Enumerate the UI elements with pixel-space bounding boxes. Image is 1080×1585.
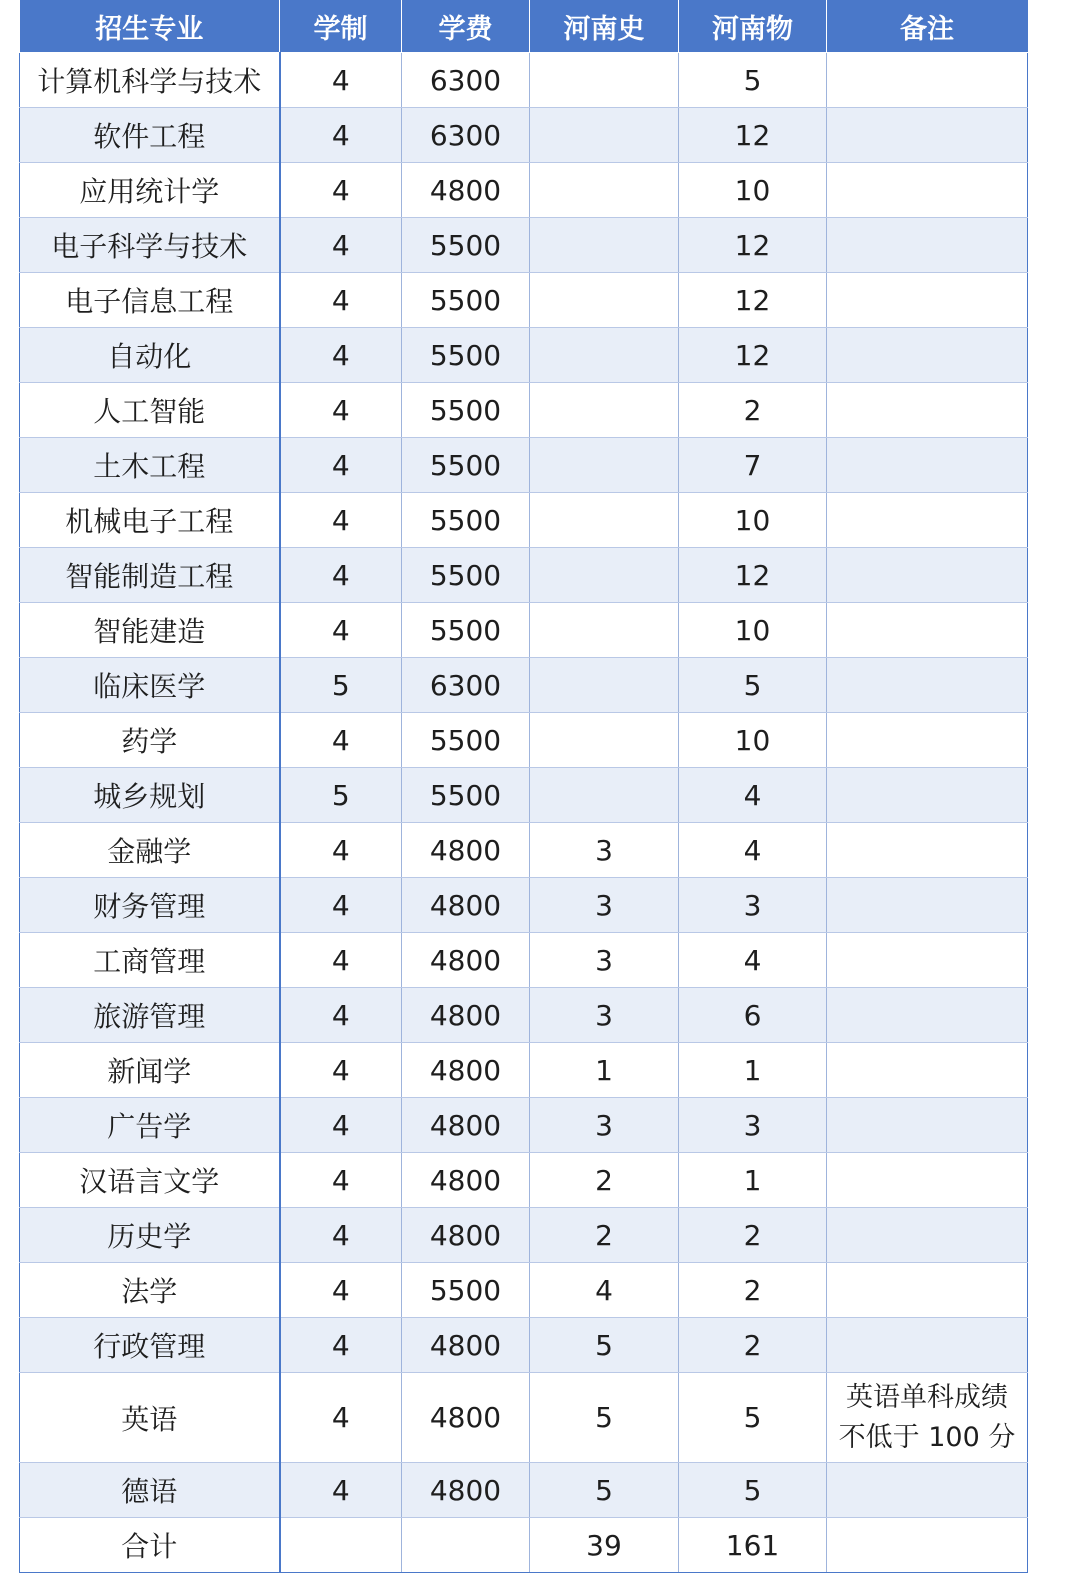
note-cell (827, 1098, 1028, 1153)
total-note-cell (827, 1518, 1028, 1573)
note-cell (827, 383, 1028, 438)
fee-cell: 4800 (402, 1043, 530, 1098)
years-cell: 4 (280, 823, 402, 878)
henan-physics-cell: 10 (679, 493, 827, 548)
note-cell (827, 1463, 1028, 1518)
header-henan-history: 河南史 (530, 0, 679, 53)
table-row (20, 548, 1028, 603)
henan-history-cell (530, 438, 679, 493)
henan-history-cell: 3 (530, 878, 679, 933)
note-cell (827, 658, 1028, 713)
henan-history-cell: 2 (530, 1208, 679, 1263)
major-cell: 汉语言文学 (20, 1153, 280, 1208)
fee-cell: 4800 (402, 878, 530, 933)
table-row (20, 218, 1028, 273)
note-cell (827, 1373, 1028, 1463)
years-cell: 4 (280, 383, 402, 438)
years-cell: 4 (280, 988, 402, 1043)
note-cell (827, 53, 1028, 108)
henan-history-cell (530, 603, 679, 658)
total-henan-history-cell: 39 (530, 1518, 679, 1573)
note-cell (827, 1263, 1028, 1318)
table-row (20, 768, 1028, 823)
major-cell: 智能建造 (20, 603, 280, 658)
fee-cell: 5500 (402, 218, 530, 273)
header-note: 备注 (827, 0, 1028, 53)
henan-physics-cell: 12 (679, 548, 827, 603)
henan-physics-cell: 5 (679, 53, 827, 108)
header-henan-physics: 河南物 (679, 0, 827, 53)
years-cell: 4 (280, 1318, 402, 1373)
major-cell: 英语 (20, 1373, 280, 1463)
fee-cell: 6300 (402, 108, 530, 163)
fee-cell: 4800 (402, 933, 530, 988)
total-row (20, 1518, 1028, 1573)
henan-history-cell: 1 (530, 1043, 679, 1098)
years-cell: 4 (280, 218, 402, 273)
table-row (20, 988, 1028, 1043)
total-henan-physics-cell: 161 (679, 1518, 827, 1573)
henan-physics-cell: 12 (679, 328, 827, 383)
total-fee-cell (402, 1518, 530, 1573)
henan-physics-cell: 6 (679, 988, 827, 1043)
fee-cell: 4800 (402, 1098, 530, 1153)
major-cell: 德语 (20, 1463, 280, 1518)
table-row (20, 163, 1028, 218)
henan-physics-cell: 10 (679, 713, 827, 768)
fee-cell: 5500 (402, 383, 530, 438)
major-cell: 电子信息工程 (20, 273, 280, 328)
table-row (20, 878, 1028, 933)
fee-cell: 4800 (402, 1318, 530, 1373)
henan-history-cell (530, 273, 679, 328)
years-cell: 4 (280, 1263, 402, 1318)
henan-history-cell (530, 548, 679, 603)
years-cell: 4 (280, 493, 402, 548)
note-cell (827, 1043, 1028, 1098)
table-row (20, 493, 1028, 548)
fee-cell: 4800 (402, 1373, 530, 1463)
years-cell: 4 (280, 1043, 402, 1098)
fee-cell: 5500 (402, 438, 530, 493)
table-row (20, 1043, 1028, 1098)
henan-history-cell: 3 (530, 1098, 679, 1153)
henan-physics-cell: 3 (679, 878, 827, 933)
major-cell: 历史学 (20, 1208, 280, 1263)
henan-physics-cell: 12 (679, 273, 827, 328)
henan-history-cell (530, 713, 679, 768)
henan-history-cell (530, 53, 679, 108)
note-cell (827, 108, 1028, 163)
table-row (20, 713, 1028, 768)
henan-physics-cell: 4 (679, 768, 827, 823)
enrollment-table-container (19, 0, 1027, 1573)
table-row (20, 53, 1028, 108)
major-cell: 新闻学 (20, 1043, 280, 1098)
note-line: 不低于 100 分 (838, 1421, 1016, 1453)
henan-history-cell: 3 (530, 933, 679, 988)
fee-cell: 5500 (402, 1263, 530, 1318)
henan-physics-cell: 1 (679, 1043, 827, 1098)
fee-cell: 4800 (402, 823, 530, 878)
table-body (20, 53, 1028, 1573)
fee-cell: 4800 (402, 1153, 530, 1208)
header-row (20, 0, 1028, 53)
table-row (20, 328, 1028, 383)
henan-physics-cell: 4 (679, 823, 827, 878)
years-cell: 4 (280, 1373, 402, 1463)
major-cell: 金融学 (20, 823, 280, 878)
years-cell: 4 (280, 603, 402, 658)
henan-physics-cell: 12 (679, 108, 827, 163)
fee-cell: 5500 (402, 273, 530, 328)
total-label-cell: 合计 (20, 1518, 280, 1573)
henan-physics-cell: 3 (679, 1098, 827, 1153)
henan-physics-cell: 4 (679, 933, 827, 988)
major-cell: 人工智能 (20, 383, 280, 438)
major-cell: 应用统计学 (20, 163, 280, 218)
years-cell: 4 (280, 548, 402, 603)
table-row (20, 1463, 1028, 1518)
note-cell (827, 768, 1028, 823)
henan-physics-cell: 2 (679, 1318, 827, 1373)
henan-physics-cell: 10 (679, 603, 827, 658)
henan-physics-cell: 2 (679, 383, 827, 438)
note-cell (827, 878, 1028, 933)
henan-history-cell: 3 (530, 988, 679, 1043)
enrollment-plan-table (19, 0, 1028, 1573)
major-cell: 行政管理 (20, 1318, 280, 1373)
table-row (20, 823, 1028, 878)
henan-physics-cell: 12 (679, 218, 827, 273)
fee-cell: 5500 (402, 603, 530, 658)
major-cell: 药学 (20, 713, 280, 768)
henan-physics-cell: 2 (679, 1208, 827, 1263)
years-cell: 5 (280, 768, 402, 823)
total-years-cell (280, 1518, 402, 1573)
table-row (20, 273, 1028, 328)
fee-cell: 5500 (402, 713, 530, 768)
fee-cell: 5500 (402, 328, 530, 383)
years-cell: 4 (280, 1098, 402, 1153)
table-row (20, 108, 1028, 163)
note-line: 英语单科成绩 (846, 1381, 1008, 1413)
henan-history-cell (530, 768, 679, 823)
years-cell: 4 (280, 438, 402, 493)
table-row (20, 603, 1028, 658)
henan-physics-cell: 5 (679, 658, 827, 713)
years-cell: 4 (280, 713, 402, 768)
major-cell: 自动化 (20, 328, 280, 383)
note-cell (827, 438, 1028, 493)
note-cell (827, 1318, 1028, 1373)
note-cell (827, 933, 1028, 988)
major-cell: 计算机科学与技术 (20, 53, 280, 108)
table-row (20, 1373, 1028, 1463)
fee-cell: 6300 (402, 658, 530, 713)
years-cell: 4 (280, 1208, 402, 1263)
major-cell: 工商管理 (20, 933, 280, 988)
major-cell: 临床医学 (20, 658, 280, 713)
fee-cell: 4800 (402, 988, 530, 1043)
henan-history-cell: 4 (530, 1263, 679, 1318)
note-cell (827, 493, 1028, 548)
note-cell (827, 1153, 1028, 1208)
henan-history-cell (530, 218, 679, 273)
henan-history-cell (530, 493, 679, 548)
major-cell: 城乡规划 (20, 768, 280, 823)
major-cell: 土木工程 (20, 438, 280, 493)
fee-cell: 4800 (402, 163, 530, 218)
henan-history-cell: 5 (530, 1463, 679, 1518)
fee-cell: 4800 (402, 1463, 530, 1518)
henan-history-cell: 2 (530, 1153, 679, 1208)
table-row (20, 933, 1028, 988)
henan-history-cell: 5 (530, 1318, 679, 1373)
years-cell: 5 (280, 658, 402, 713)
henan-physics-cell: 7 (679, 438, 827, 493)
henan-history-cell (530, 108, 679, 163)
years-cell: 4 (280, 1463, 402, 1518)
major-cell: 财务管理 (20, 878, 280, 933)
major-cell: 智能制造工程 (20, 548, 280, 603)
years-cell: 4 (280, 328, 402, 383)
major-cell: 机械电子工程 (20, 493, 280, 548)
table-row (20, 658, 1028, 713)
major-cell: 法学 (20, 1263, 280, 1318)
major-cell: 电子科学与技术 (20, 218, 280, 273)
major-cell: 广告学 (20, 1098, 280, 1153)
table-header (20, 0, 1028, 53)
note-cell (827, 548, 1028, 603)
table-row (20, 1263, 1028, 1318)
note-cell (827, 218, 1028, 273)
note-cell (827, 603, 1028, 658)
note-cell (827, 713, 1028, 768)
note-cell (827, 163, 1028, 218)
note-cell (827, 988, 1028, 1043)
fee-cell: 5500 (402, 548, 530, 603)
years-cell: 4 (280, 53, 402, 108)
header-fee: 学费 (402, 0, 530, 53)
years-cell: 4 (280, 273, 402, 328)
note-cell (827, 1208, 1028, 1263)
note-cell (827, 273, 1028, 328)
fee-cell: 5500 (402, 493, 530, 548)
table-row (20, 1153, 1028, 1208)
henan-history-cell: 3 (530, 823, 679, 878)
henan-history-cell (530, 383, 679, 438)
henan-history-cell (530, 658, 679, 713)
henan-history-cell: 5 (530, 1373, 679, 1463)
table-row (20, 1098, 1028, 1153)
years-cell: 4 (280, 878, 402, 933)
henan-physics-cell: 5 (679, 1373, 827, 1463)
years-cell: 4 (280, 163, 402, 218)
years-cell: 4 (280, 108, 402, 163)
years-cell: 4 (280, 1153, 402, 1208)
table-row (20, 438, 1028, 493)
major-cell: 旅游管理 (20, 988, 280, 1043)
henan-history-cell (530, 163, 679, 218)
fee-cell: 5500 (402, 768, 530, 823)
fee-cell: 6300 (402, 53, 530, 108)
fee-cell: 4800 (402, 1208, 530, 1263)
henan-physics-cell: 5 (679, 1463, 827, 1518)
henan-physics-cell: 1 (679, 1153, 827, 1208)
table-row (20, 383, 1028, 438)
henan-history-cell (530, 328, 679, 383)
major-cell: 软件工程 (20, 108, 280, 163)
table-row (20, 1318, 1028, 1373)
table-row (20, 1208, 1028, 1263)
header-major: 招生专业 (20, 0, 280, 53)
note-cell (827, 328, 1028, 383)
note-cell (827, 823, 1028, 878)
header-years: 学制 (280, 0, 402, 53)
henan-physics-cell: 10 (679, 163, 827, 218)
henan-physics-cell: 2 (679, 1263, 827, 1318)
years-cell: 4 (280, 933, 402, 988)
